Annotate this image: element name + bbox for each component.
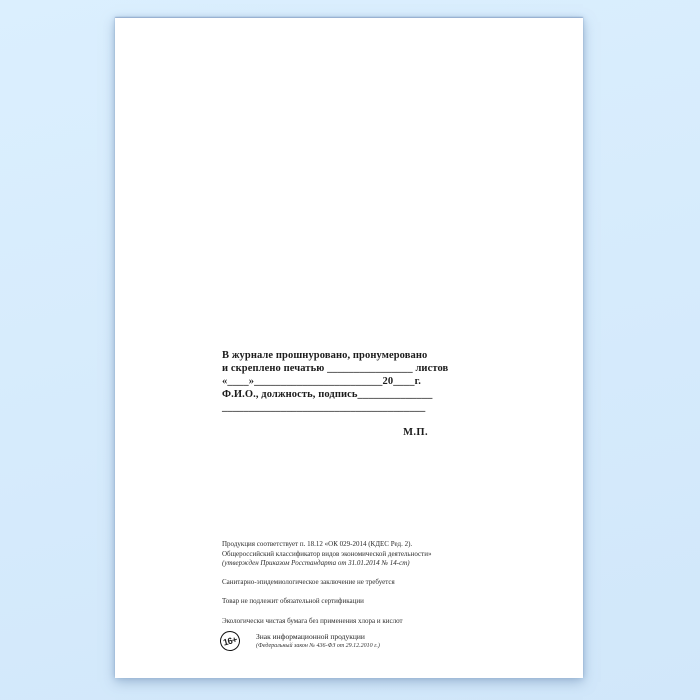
okved-line-1: Продукция соответствует п. 18.12 «ОК 029-2014 (КДЕС Ред. 2).	[222, 540, 413, 548]
journal-back-page	[115, 18, 583, 678]
age-rating-text	[256, 631, 380, 650]
stitch-line-5: ______________________________________	[222, 402, 426, 413]
age-rating-block	[220, 631, 380, 651]
stitch-line-1: В журнале прошнуровано, пронумеровано	[222, 350, 428, 361]
okved-line-2: Общероссийский классификатор видов экономической деятельности»	[222, 549, 432, 558]
age-badge-text: 16+	[222, 634, 238, 648]
age-16-plus-icon	[218, 629, 242, 653]
okved-line-3: (утвержден Приказом Росстандарта от 31.01.2014 № 14-ст)	[222, 559, 410, 567]
stitch-line-4: Ф.И.О., должность, подпись______________	[222, 389, 433, 400]
legal-info-block	[222, 540, 542, 626]
stamp-place-label: М.П.	[403, 427, 428, 438]
ecology-statement: Экологически чистая бумага без применения хлора и кислот	[222, 616, 403, 625]
age-rating-label: Знак информационной продукции	[256, 632, 365, 641]
stitch-line-2: и скреплено печатью ________________ листов	[222, 363, 449, 374]
stitch-line-3: «____»________________________20____г.	[222, 376, 422, 387]
sanitary-statement: Санитарно-эпидемиологическое заключение не требуется	[222, 577, 395, 586]
age-rating-law-reference: (Федеральный закон № 436-ФЗ от 29.12.2010 г.)	[256, 642, 380, 649]
certification-statement: Товар не подлежит обязательной сертификации	[222, 597, 364, 605]
stitching-certification-block	[222, 349, 449, 439]
